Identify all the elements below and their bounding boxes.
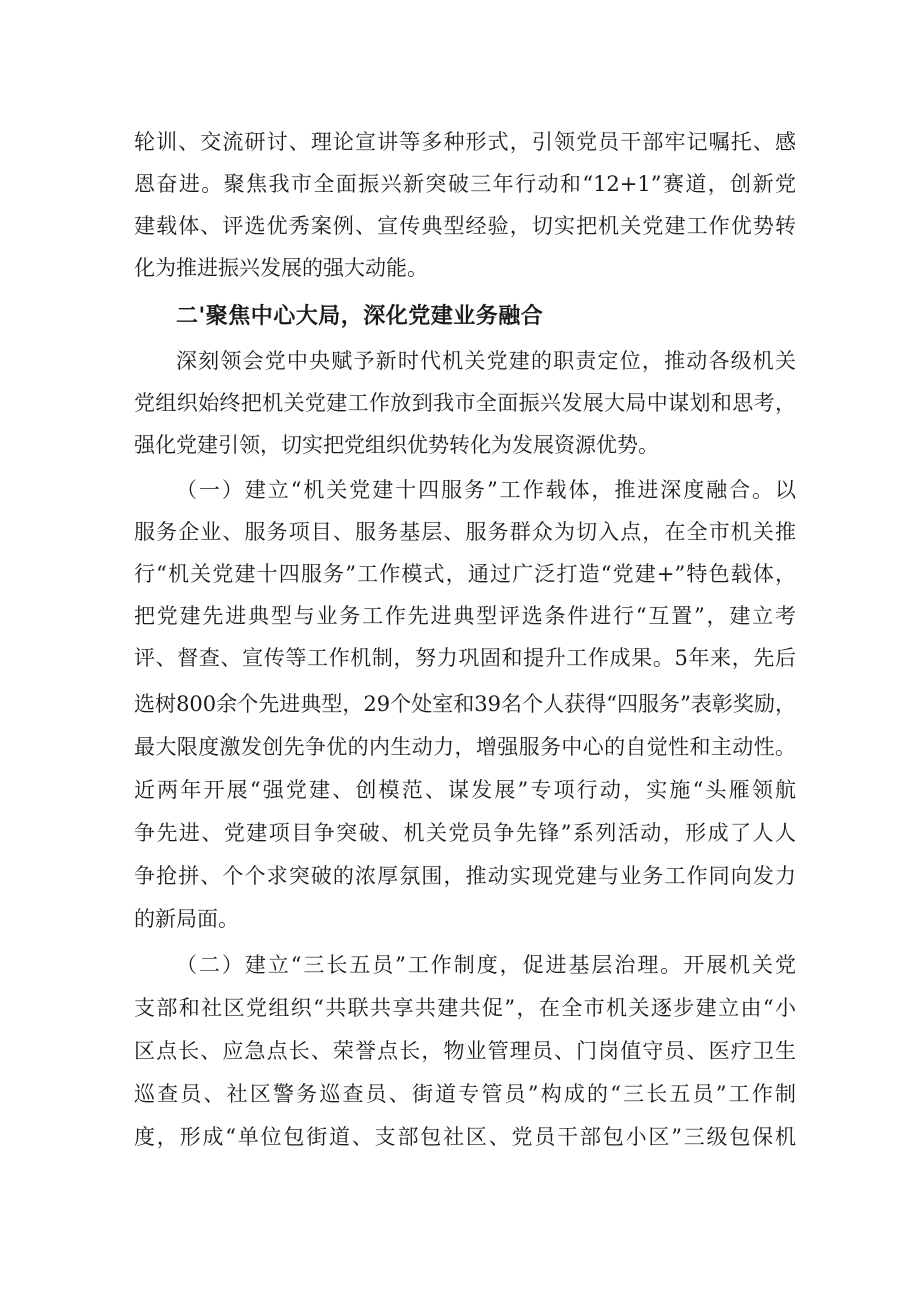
text-line: 区点长、应急点长、荣誉点长，物业管理员、门岗值守员、医疗卫生 [134, 1039, 796, 1063]
text-line: 把党建先进典型与业务工作先进典型评选条件进行“互置”，建立考 [134, 604, 796, 628]
text-line: 最大限度激发创先争优的内生动力，增强服务中心的自觉性和主动性。 [134, 735, 796, 759]
text-line: 选树800余个先进典型，29个处室和39名个人获得“四服务”表彰奖励， [134, 692, 796, 716]
text-line: 恩奋进。聚焦我市全面振兴新突破三年行动和“12+1”赛道，创新党 [134, 172, 796, 196]
text-line: 化为推进振兴发展的强大动能。 [134, 256, 428, 280]
text-line: 巡查员、社区警务巡查员、街道专管员”构成的“三长五员”工作制 [134, 1082, 796, 1106]
text-line: 近两年开展“强党建、创模范、谋发展”专项行动，实施“头雁领航 [134, 778, 796, 802]
text-line: 党组织始终把机关党建工作放到我市全面振兴发展大局中谋划和思考， [134, 391, 796, 415]
text-line: 轮训、交流研讨、理论宣讲等多种形式，引领党员干部牢记嘱托、感 [134, 130, 796, 154]
text-line: （二）建立“三长五员”工作制度，促进基层治理。开展机关党 [176, 953, 796, 977]
text-line: 深刻领会党中央赋予新时代机关党建的职责定位，推动各级机关 [176, 349, 796, 373]
text-line: 争抢拼、个个求突破的浓厚氛围，推动实现党建与业务工作同向发力 [134, 864, 796, 888]
text-line: 支部和社区党组织“共联共享共建共促”，在全市机关逐步建立由“小 [134, 996, 796, 1020]
text-line: 的新局面。 [134, 907, 239, 931]
text-line: 强化党建引领，切实把党组织优势转化为发展资源优势。 [134, 433, 659, 457]
text-line: 争先进、党建项目争突破、机关党员争先锋”系列活动，形成了人人 [134, 821, 796, 845]
text-line: （一）建立“机关党建十四服务”工作载体，推进深度融合。以 [176, 478, 796, 502]
section-heading: 二'聚焦中心大局，深化党建业务融合 [176, 304, 544, 329]
text-line: 度，形成“单位包街道、支部包社区、党员干部包小区”三级包保机 [134, 1125, 796, 1149]
text-line: 行“机关党建十四服务”工作模式，通过广泛打造“党建+”特色载体， [134, 562, 796, 586]
text-line: 服务企业、服务项目、服务基层、服务群众为切入点，在全市机关推 [134, 520, 796, 544]
text-line: 建载体、评选优秀案例、宣传典型经验，切实把机关党建工作优势转 [134, 214, 796, 238]
text-line: 评、督查、宣传等工作机制，努力巩固和提升工作成果。5年来，先后 [134, 646, 796, 670]
